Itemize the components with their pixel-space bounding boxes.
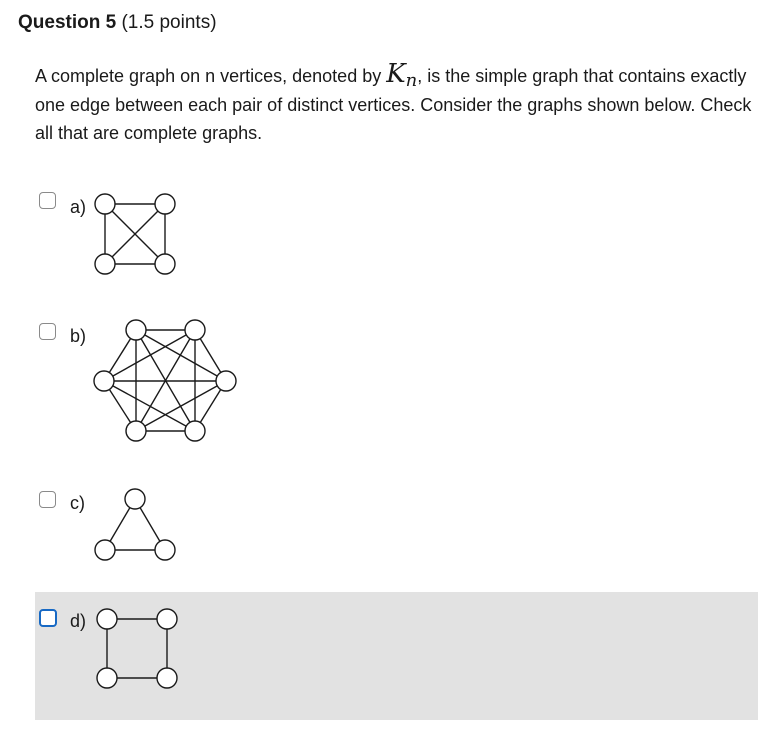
option-c-label: c) [70, 493, 85, 513]
graph-b-hexagon-with-chords [35, 300, 255, 450]
graph-c-triangle [35, 466, 195, 576]
option-a-label: a) [70, 197, 87, 217]
option-b-label: b) [70, 326, 87, 346]
option-a[interactable] [35, 170, 758, 298]
option-b[interactable] [35, 300, 758, 428]
question-text-before: A complete graph on n vertices, denoted by [35, 66, 387, 86]
question-text [35, 60, 755, 147]
graph-d-square [35, 592, 195, 702]
kn-symbol: Kn [386, 59, 418, 91]
question-title [18, 12, 217, 34]
question-number: Question 5 [18, 12, 117, 33]
question-points: (1.5 points) [121, 12, 217, 33]
option-d-label: d) [70, 611, 87, 631]
graph-a-square-with-diagonals [35, 170, 195, 280]
question-text-after: , is the simple graph that contains exactly one edge between each pair of distinct vertices. Consider the graphs shown below. Check all that are complete graphs. [35, 66, 752, 143]
option-c[interactable] [35, 466, 758, 594]
option-d[interactable] [35, 592, 758, 720]
